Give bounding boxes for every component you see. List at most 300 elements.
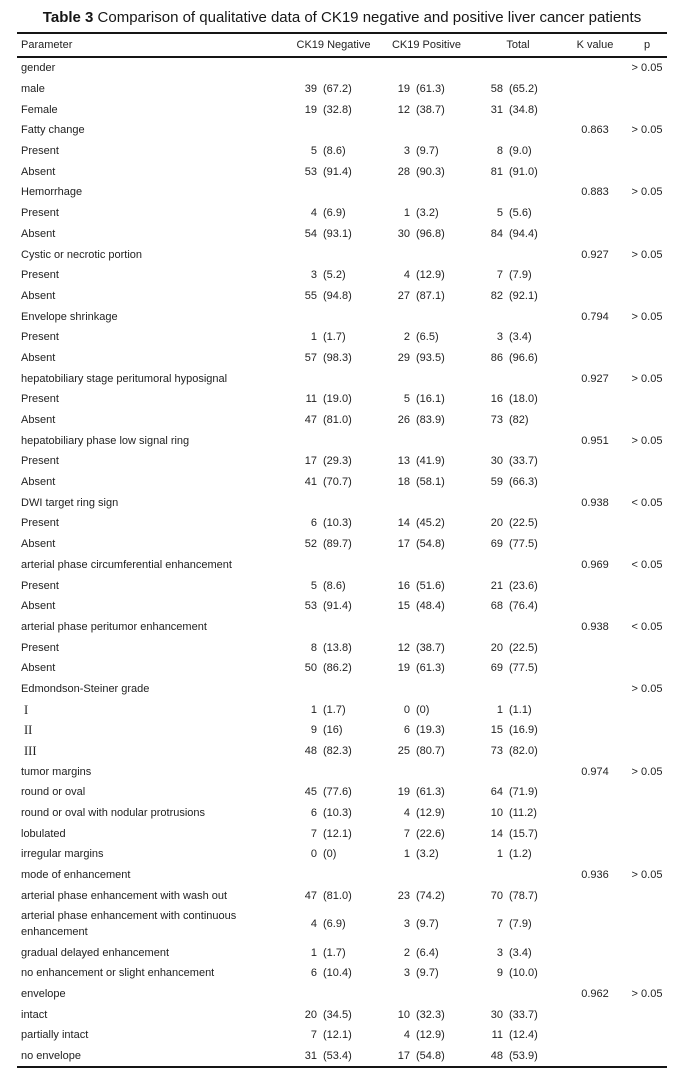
count-value: 1: [310, 331, 317, 344]
ck19-positive-value: [380, 890, 473, 902]
p-value: > 0.05: [631, 372, 663, 385]
total-value: [473, 807, 563, 819]
total-value: [473, 786, 563, 798]
percent-value: (0): [416, 703, 430, 716]
count-value: 18: [397, 476, 410, 489]
count-value: 4: [403, 269, 410, 282]
table-row: [17, 1025, 667, 1046]
count-value: 39: [304, 83, 317, 96]
k-value: 0.927: [581, 372, 609, 385]
table-header-row: [17, 34, 667, 56]
percent-value: (8.6): [323, 579, 346, 592]
ck19-positive-value: [380, 600, 473, 612]
percent-value: (82): [509, 414, 529, 427]
count-value: 54: [304, 227, 317, 240]
bottom-rule: [17, 1066, 667, 1068]
ck19-positive-value: [380, 228, 473, 240]
ck19-negative-value: [287, 786, 380, 798]
percent-value: (70.7): [323, 476, 352, 489]
ck19-negative-value: [287, 538, 380, 550]
table-row: [17, 348, 667, 369]
parameter-label: hepatobiliary stage peritumoral hyposignal: [21, 372, 228, 385]
percent-value: (7.9): [509, 918, 532, 931]
count-value: 19: [397, 83, 410, 96]
percent-value: (12.1): [323, 1029, 352, 1042]
table-row: [17, 120, 667, 141]
count-value: 0: [403, 703, 410, 716]
parameter-label: Present: [21, 641, 59, 654]
parameter-label: partially intact: [21, 1029, 89, 1042]
ck19-negative-value: [287, 1029, 380, 1041]
count-value: 19: [397, 662, 410, 675]
count-value: 5: [496, 207, 503, 220]
count-value: 47: [304, 889, 317, 902]
count-value: 3: [310, 269, 317, 282]
table-row: [17, 886, 667, 907]
table-body: [17, 58, 667, 1066]
count-value: 9: [310, 724, 317, 737]
parameter-label: Present: [21, 455, 59, 468]
ck19-negative-value: [287, 331, 380, 343]
parameter-label: Present: [21, 145, 59, 158]
percent-value: (22.6): [416, 827, 445, 840]
total-value: [473, 1009, 563, 1021]
count-value: 48: [304, 745, 317, 758]
ck19-positive-value: [380, 538, 473, 550]
count-value: 1: [403, 848, 410, 861]
count-value: 1: [310, 703, 317, 716]
count-value: 1: [403, 207, 410, 220]
total-value: [473, 414, 563, 426]
k-value: 0.927: [581, 248, 609, 261]
total-value: [473, 828, 563, 840]
ck19-positive-value: [380, 166, 473, 178]
count-value: 6: [310, 807, 317, 820]
ck19-negative-value: [287, 807, 380, 819]
count-value: 50: [304, 662, 317, 675]
p-value: > 0.05: [631, 765, 663, 778]
ck19-positive-value: [380, 269, 473, 281]
percent-value: (71.9): [509, 786, 538, 799]
count-value: 30: [490, 455, 503, 468]
parameter-label: hepatobiliary phase low signal ring: [21, 434, 190, 447]
percent-value: (96.6): [509, 351, 538, 364]
ck19-negative-value: [287, 600, 380, 612]
ck19-positive-value: [380, 393, 473, 405]
column-header-ck19-negative: CK19 Negative: [296, 39, 371, 51]
percent-value: (77.5): [509, 662, 538, 675]
table-row: [17, 513, 667, 534]
table-row: [17, 637, 667, 658]
parameter-label: Present: [21, 207, 59, 220]
table-row: [17, 906, 667, 942]
percent-value: (33.7): [509, 455, 538, 468]
total-value: [473, 1029, 563, 1041]
percent-value: (53.9): [509, 1049, 538, 1062]
count-value: 82: [490, 289, 503, 302]
parameter-label: envelope: [21, 987, 66, 1000]
percent-value: (90.3): [416, 165, 445, 178]
k-value: 0.962: [581, 987, 609, 1000]
percent-value: (61.3): [416, 83, 445, 96]
p-value: > 0.05: [631, 310, 663, 323]
percent-value: (32.8): [323, 103, 352, 116]
table-row: [17, 942, 667, 963]
parameter-label: Fatty change: [21, 124, 85, 137]
count-value: 14: [490, 827, 503, 840]
ck19-negative-value: [287, 455, 380, 467]
parameter-label: irregular margins: [21, 848, 104, 861]
table-row: [17, 141, 667, 162]
percent-value: (33.7): [509, 1008, 538, 1021]
count-value: 1: [496, 703, 503, 716]
table-row: [17, 720, 667, 741]
parameter-label: Absent: [21, 289, 56, 302]
ck19-positive-value: [380, 704, 473, 716]
percent-value: (10.3): [323, 807, 352, 820]
table-row: [17, 265, 667, 286]
percent-value: (9.7): [416, 145, 439, 158]
count-value: 4: [310, 918, 317, 931]
count-value: 7: [310, 827, 317, 840]
total-value: [473, 145, 563, 157]
table-row: [17, 368, 667, 389]
percent-value: (1.7): [323, 946, 346, 959]
total-value: [473, 104, 563, 116]
count-value: 86: [490, 351, 503, 364]
ck19-positive-value: [380, 455, 473, 467]
percent-value: (98.3): [323, 351, 352, 364]
table-row: [17, 617, 667, 638]
table-row: [17, 844, 667, 865]
table-row: [17, 161, 667, 182]
parameter-label: mode of enhancement: [21, 869, 131, 882]
table-row: [17, 286, 667, 307]
k-value: 0.974: [581, 765, 609, 778]
parameter-label: gender: [21, 62, 56, 75]
ck19-positive-value: [380, 967, 473, 979]
percent-value: (12.9): [416, 1029, 445, 1042]
count-value: 30: [490, 1008, 503, 1021]
column-header-k-value: K value: [576, 39, 614, 51]
percent-value: (91.0): [509, 165, 538, 178]
total-value: [473, 662, 563, 674]
percent-value: (16.9): [509, 724, 538, 737]
table-row: [17, 658, 667, 679]
parameter-label: Hemorrhage: [21, 186, 83, 199]
ck19-positive-value: [380, 786, 473, 798]
percent-value: (13.8): [323, 641, 352, 654]
count-value: 1: [310, 946, 317, 959]
count-value: 57: [304, 351, 317, 364]
parameter-label: Envelope shrinkage: [21, 310, 118, 323]
parameter-label: male: [21, 83, 45, 96]
total-value: [473, 166, 563, 178]
percent-value: (6.4): [416, 946, 439, 959]
table-title-text: Comparison of qualitative data of CK19 negative and positive liver cancer patients: [93, 9, 642, 26]
parameter-label: round or oval: [21, 786, 86, 799]
percent-value: (9.0): [509, 145, 532, 158]
percent-value: (15.7): [509, 827, 538, 840]
ck19-positive-value: [380, 807, 473, 819]
ck19-negative-value: [287, 269, 380, 281]
count-value: 4: [403, 1029, 410, 1042]
percent-value: (16): [323, 724, 343, 737]
count-value: 20: [490, 641, 503, 654]
count-value: 8: [310, 641, 317, 654]
percent-value: (77.5): [509, 538, 538, 551]
percent-value: (83.9): [416, 414, 445, 427]
percent-value: (22.5): [509, 517, 538, 530]
parameter-label: tumor margins: [21, 765, 92, 778]
parameter-label: arterial phase enhancement with continuous enhancement: [21, 910, 237, 939]
table-row: [17, 492, 667, 513]
percent-value: (91.4): [323, 165, 352, 178]
percent-value: (54.8): [416, 538, 445, 551]
ck19-negative-value: [287, 848, 380, 860]
ck19-positive-value: [380, 414, 473, 426]
ck19-negative-value: [287, 967, 380, 979]
count-value: 23: [397, 889, 410, 902]
count-value: 12: [397, 103, 410, 116]
count-value: 59: [490, 476, 503, 489]
percent-value: (32.3): [416, 1008, 445, 1021]
parameter-label: Absent: [21, 662, 56, 675]
ck19-negative-value: [287, 290, 380, 302]
ck19-positive-value: [380, 207, 473, 219]
count-value: 17: [304, 455, 317, 468]
k-value: 0.938: [581, 620, 609, 633]
ck19-positive-value: [380, 331, 473, 343]
table-row: [17, 306, 667, 327]
percent-value: (48.4): [416, 600, 445, 613]
percent-value: (41.9): [416, 455, 445, 468]
parameter-label: Absent: [21, 476, 56, 489]
column-header-total: Total: [506, 39, 530, 51]
count-value: 6: [310, 967, 317, 980]
count-value: 19: [304, 103, 317, 116]
count-value: 2: [403, 331, 410, 344]
table-row: [17, 534, 667, 555]
count-value: 16: [490, 393, 503, 406]
count-value: 69: [490, 662, 503, 675]
table-row: [17, 389, 667, 410]
p-value: > 0.05: [631, 248, 663, 261]
total-value: [473, 1050, 563, 1062]
ck19-positive-value: [380, 642, 473, 654]
ck19-negative-value: [287, 745, 380, 757]
count-value: 10: [397, 1008, 410, 1021]
percent-value: (74.2): [416, 889, 445, 902]
percent-value: (94.4): [509, 227, 538, 240]
percent-value: (86.2): [323, 662, 352, 675]
parameter-label: Absent: [21, 538, 56, 551]
count-value: 5: [403, 393, 410, 406]
k-value: 0.938: [581, 496, 609, 509]
percent-value: (80.7): [416, 745, 445, 758]
parameter-label: gradual delayed enhancement: [21, 946, 170, 959]
percent-value: (34.5): [323, 1008, 352, 1021]
parameter-label: II: [24, 723, 33, 738]
count-value: 2: [403, 946, 410, 959]
ck19-negative-value: [287, 393, 380, 405]
count-value: 29: [397, 351, 410, 364]
total-value: [473, 724, 563, 736]
count-value: 20: [304, 1008, 317, 1021]
count-value: 15: [490, 724, 503, 737]
table-row: [17, 575, 667, 596]
count-value: 84: [490, 227, 503, 240]
total-value: [473, 290, 563, 302]
table-row: [17, 1004, 667, 1025]
percent-value: (76.4): [509, 600, 538, 613]
total-value: [473, 704, 563, 716]
ck19-positive-value: [380, 104, 473, 116]
table-row: [17, 472, 667, 493]
table-row: [17, 203, 667, 224]
total-value: [473, 745, 563, 757]
table-row: [17, 803, 667, 824]
percent-value: (6.5): [416, 331, 439, 344]
count-value: 20: [490, 517, 503, 530]
parameter-label: Female: [21, 103, 58, 116]
table-row: [17, 451, 667, 472]
percent-value: (1.7): [323, 703, 346, 716]
count-value: 7: [496, 918, 503, 931]
percent-value: (82.0): [509, 745, 538, 758]
percent-value: (10.3): [323, 517, 352, 530]
total-value: [473, 642, 563, 654]
table-row: [17, 761, 667, 782]
table-row: [17, 99, 667, 120]
percent-value: (3.2): [416, 207, 439, 220]
percent-value: (1.7): [323, 331, 346, 344]
parameter-label: no enhancement or slight enhancement: [21, 967, 215, 980]
parameter-label: I: [24, 702, 29, 717]
parameter-label: arterial phase circumferential enhancement: [21, 558, 232, 571]
p-value: < 0.05: [631, 496, 663, 509]
p-value: > 0.05: [631, 869, 663, 882]
percent-value: (5.6): [509, 207, 532, 220]
percent-value: (92.1): [509, 289, 538, 302]
count-value: 6: [310, 517, 317, 530]
percent-value: (9.7): [416, 967, 439, 980]
count-value: 21: [490, 579, 503, 592]
total-value: [473, 580, 563, 592]
ck19-positive-value: [380, 745, 473, 757]
count-value: 4: [403, 807, 410, 820]
ck19-negative-value: [287, 724, 380, 736]
count-value: 7: [310, 1029, 317, 1042]
percent-value: (3.4): [509, 331, 532, 344]
percent-value: (19.0): [323, 393, 352, 406]
percent-value: (61.3): [416, 786, 445, 799]
count-value: 12: [397, 641, 410, 654]
parameter-label: lobulated: [21, 827, 66, 840]
count-value: 7: [496, 269, 503, 282]
percent-value: (1.1): [509, 703, 532, 716]
percent-value: (1.2): [509, 848, 532, 861]
parameter-label: Absent: [21, 351, 56, 364]
total-value: [473, 947, 563, 959]
table-row: [17, 555, 667, 576]
table-row: [17, 244, 667, 265]
k-value: 0.951: [581, 434, 609, 447]
count-value: 69: [490, 538, 503, 551]
table-row: [17, 782, 667, 803]
percent-value: (54.8): [416, 1049, 445, 1062]
count-value: 1: [496, 848, 503, 861]
ck19-negative-value: [287, 104, 380, 116]
table-row: [17, 224, 667, 245]
count-value: 3: [496, 946, 503, 959]
ck19-positive-value: [380, 145, 473, 157]
table-row: [17, 699, 667, 720]
ck19-negative-value: [287, 580, 380, 592]
table-title: [0, 0, 684, 32]
k-value: 0.883: [581, 186, 609, 199]
parameter-label: round or oval with nodular protrusions: [21, 807, 206, 820]
count-value: 81: [490, 165, 503, 178]
ck19-positive-value: [380, 1050, 473, 1062]
percent-value: (7.9): [509, 269, 532, 282]
parameter-label: Absent: [21, 165, 56, 178]
percent-value: (3.2): [416, 848, 439, 861]
k-value: 0.936: [581, 869, 609, 882]
count-value: 30: [397, 227, 410, 240]
parameter-label: Present: [21, 393, 59, 406]
percent-value: (65.2): [509, 83, 538, 96]
percent-value: (34.8): [509, 103, 538, 116]
percent-value: (78.7): [509, 889, 538, 902]
ck19-positive-value: [380, 83, 473, 95]
count-value: 73: [490, 414, 503, 427]
percent-value: (10.4): [323, 967, 352, 980]
parameter-label: Edmondson-Steiner grade: [21, 682, 150, 695]
table-row: [17, 984, 667, 1005]
count-value: 53: [304, 600, 317, 613]
table-row: [17, 596, 667, 617]
ck19-negative-value: [287, 704, 380, 716]
count-value: 41: [304, 476, 317, 489]
percent-value: (45.2): [416, 517, 445, 530]
percent-value: (12.1): [323, 827, 352, 840]
percent-value: (38.7): [416, 641, 445, 654]
count-value: 47: [304, 414, 317, 427]
count-value: 17: [397, 538, 410, 551]
ck19-negative-value: [287, 228, 380, 240]
count-value: 10: [490, 807, 503, 820]
ck19-positive-value: [380, 662, 473, 674]
parameter-label: Absent: [21, 414, 56, 427]
table-row: [17, 679, 667, 700]
total-value: [473, 455, 563, 467]
total-value: [473, 352, 563, 364]
parameter-label: Present: [21, 269, 59, 282]
percent-value: (82.3): [323, 745, 352, 758]
count-value: 9: [496, 967, 503, 980]
ck19-negative-value: [287, 828, 380, 840]
ck19-positive-value: [380, 828, 473, 840]
count-value: 7: [403, 827, 410, 840]
parameter-label: arterial phase peritumor enhancement: [21, 620, 207, 633]
table-title-number: Table 3: [42, 9, 94, 26]
k-value: 0.863: [581, 124, 609, 137]
percent-value: (12.9): [416, 807, 445, 820]
ck19-negative-value: [287, 1009, 380, 1021]
total-value: [473, 918, 563, 930]
percent-value: (94.8): [323, 289, 352, 302]
